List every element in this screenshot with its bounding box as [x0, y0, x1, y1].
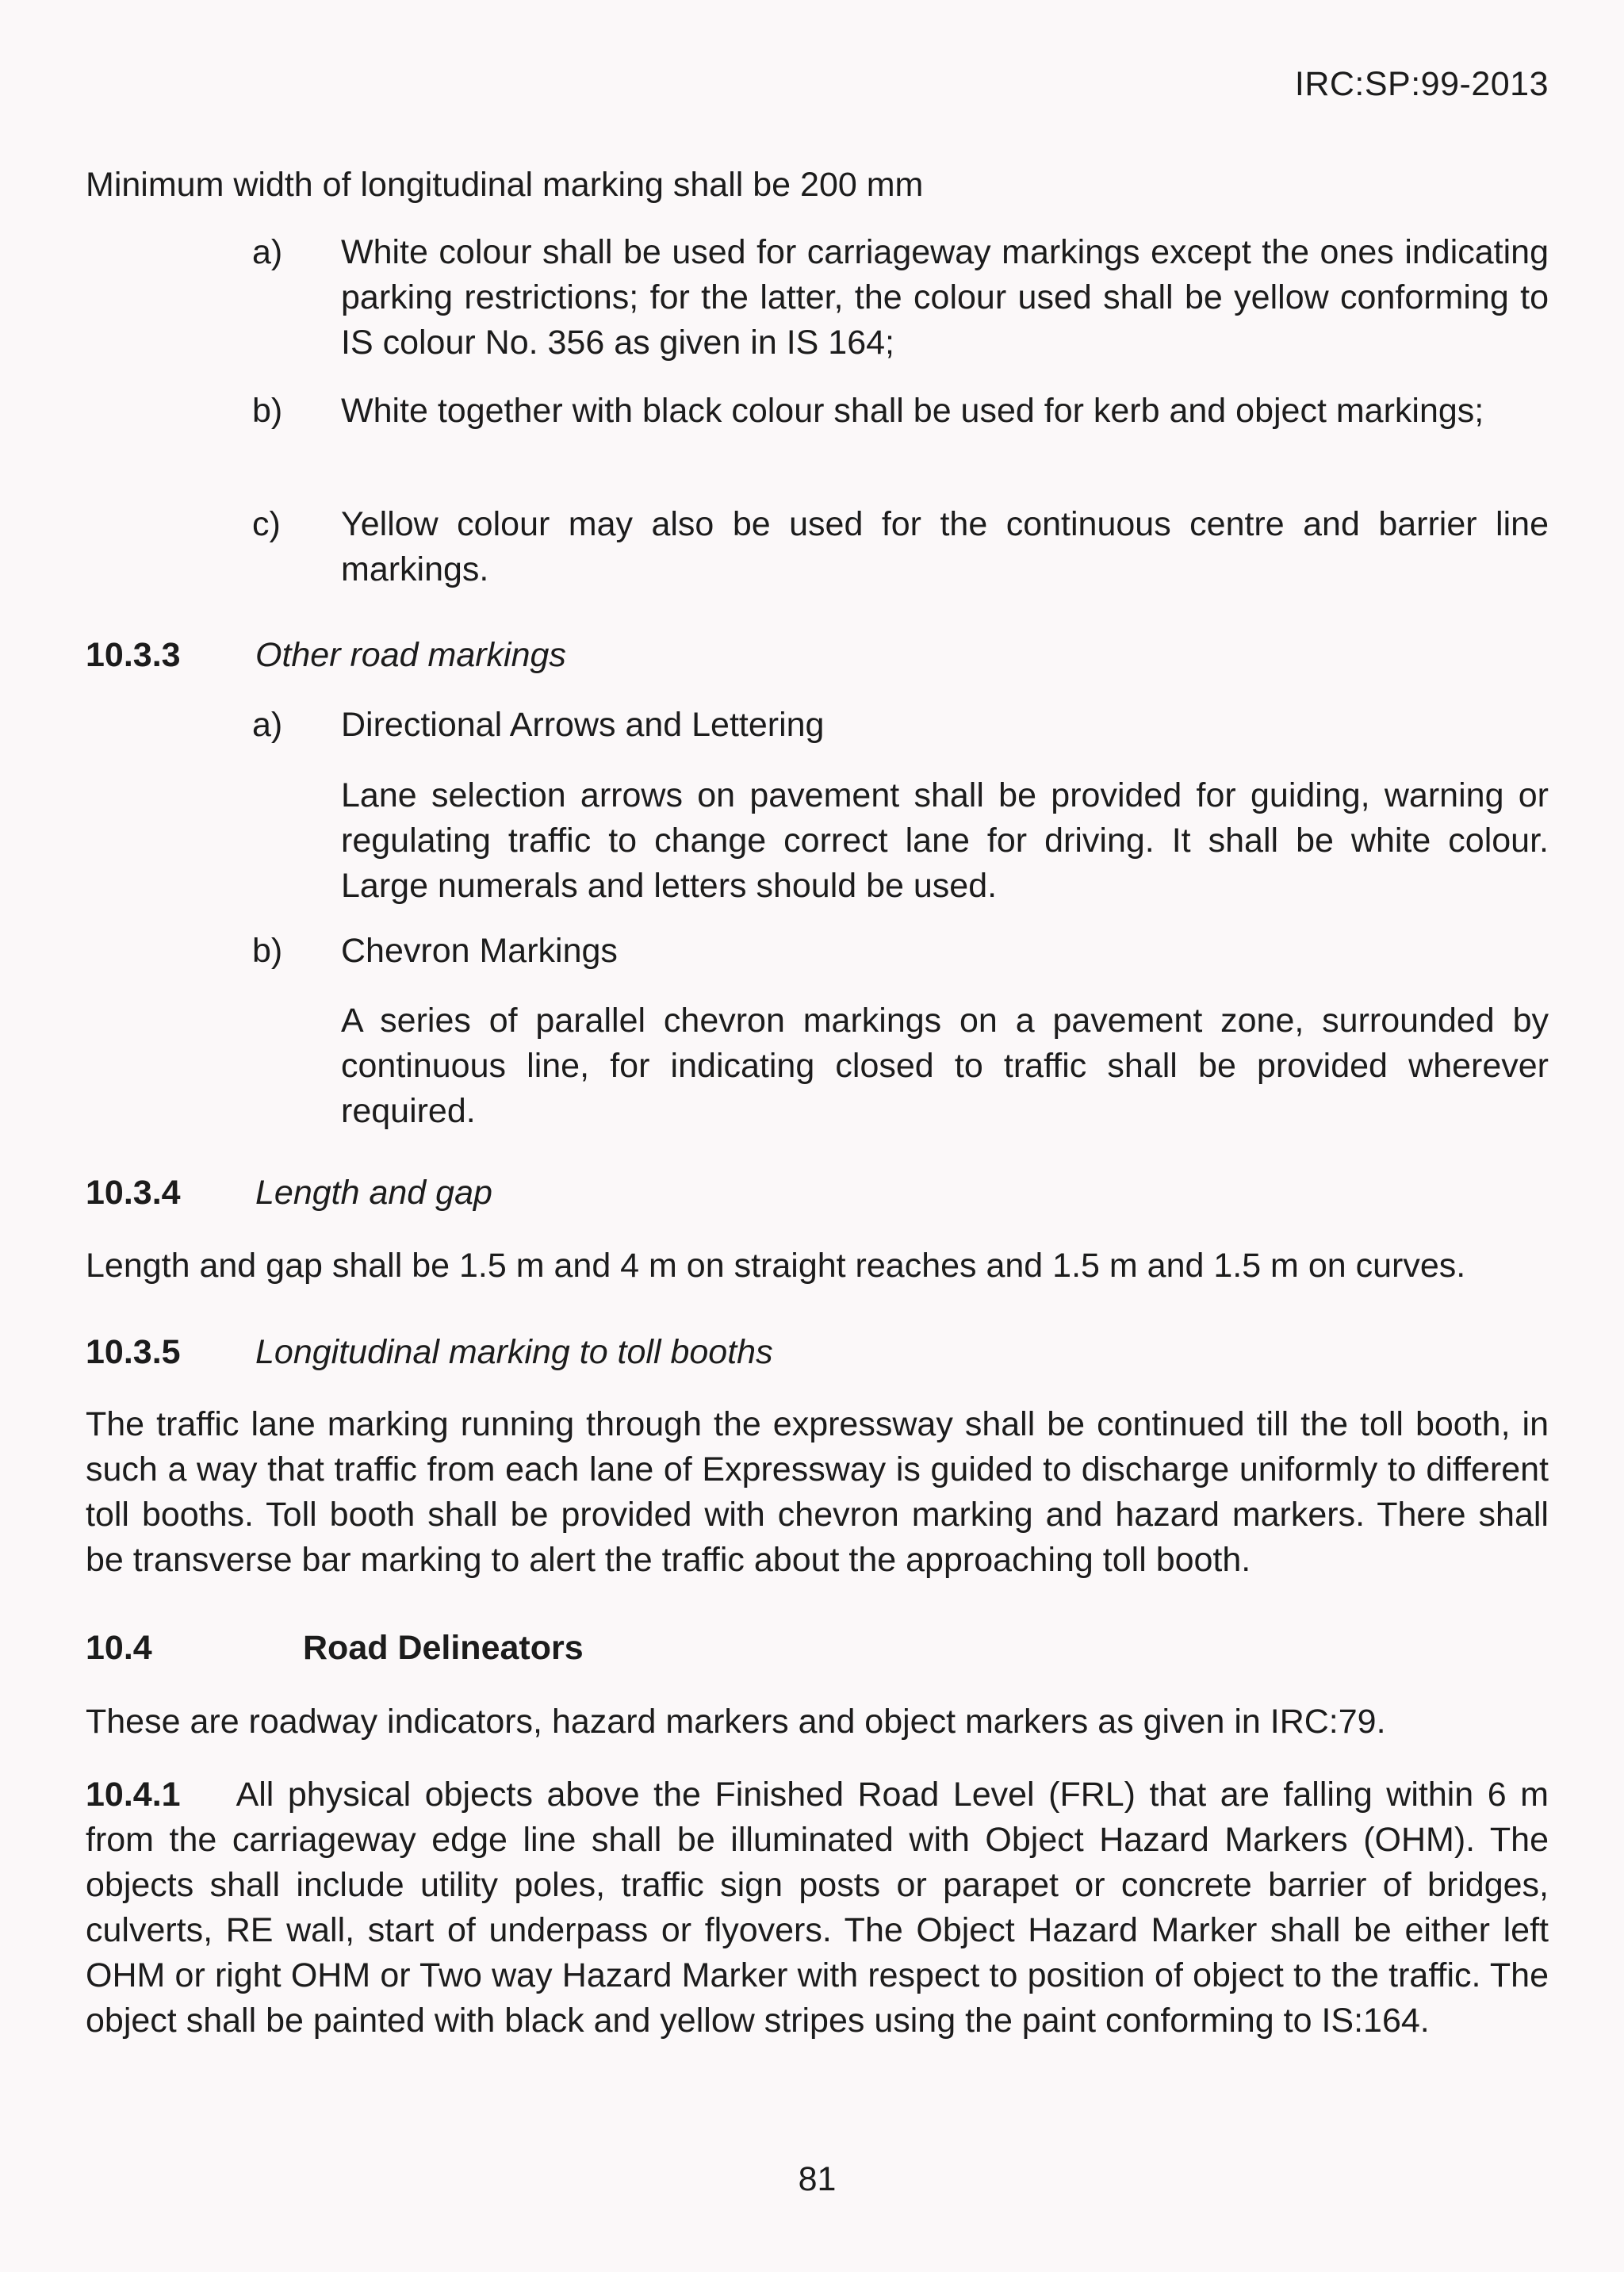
subsection-text: A series of parallel chevron markings on a pavement zone, surrounded by continuous line, for indicating closed to traffic shall be provided wherever required. [341, 1002, 1549, 1130]
page-number: 81 [798, 2160, 837, 2198]
list-item-text: Yellow colour may also be used for the continuous centre and barrier line markings. [341, 505, 1549, 588]
section-text: All physical objects above the Finished Road Level (FRL) that are falling within 6 m from the carriageway edge line shall be illuminated with Object Hazard Markers (OHM). The objects shall include utility poles, traffic sign posts or parapet or concrete barrier of bridges, culverts, RE wall, start of underpass or flyovers. The Object Hazard Marker shall be either left OHM or right OHM or Two way Hazard Marker with respect to position of object to the traffic. The object shall be painted with black and yellow stripes using the paint conforming to IS:164. [86, 1776, 1549, 2040]
subsection-text: Lane selection arrows on pavement shall be provided for guiding, warning or regulating traffic to change correct lane for driving. It shall be white colour. Large numerals and letters should be used. [341, 776, 1549, 905]
subsection-title: Chevron Markings [341, 932, 618, 970]
section-number: 10.4 [86, 1629, 152, 1667]
section-title: Longitudinal marking to toll booths [255, 1333, 773, 1371]
section-text: Length and gap shall be 1.5 m and 4 m on straight reaches and 1.5 m and 1.5 m on curves. [86, 1247, 1466, 1285]
list-item-label: a) [252, 706, 283, 744]
section-text: These are roadway indicators, hazard markers and object markers as given in IRC:79. [86, 1703, 1386, 1741]
list-item-label: c) [252, 505, 281, 543]
document-page [86, 0, 1549, 2272]
section-title: Other road markings [255, 636, 566, 674]
list-item-label: a) [252, 233, 283, 271]
subsection-title: Directional Arrows and Lettering [341, 706, 825, 744]
document-code-header: IRC:SP:99-2013 [1294, 65, 1549, 103]
list-item-text: White colour shall be used for carriageway markings except the ones indicating parking restrictions; for the latter, the colour used shall be yellow conforming to IS colour No. 356 as given in IS 164; [341, 233, 1549, 362]
list-item-label: b) [252, 932, 283, 970]
section-title: Road Delineators [303, 1629, 584, 1667]
intro-paragraph: Minimum width of longitudinal marking shall be 200 mm [86, 166, 924, 204]
section-number: 10.4.1 [86, 1776, 181, 1814]
section-text: The traffic lane marking running through the expressway shall be continued till the toll booth, in such a way that traffic from each lane of Expressway is guided to discharge uniformly to different toll booths. Toll booth shall be provided with chevron marking and hazard markers. There shall be transverse bar marking to alert the traffic about the approaching toll booth. [86, 1405, 1549, 1579]
section-number: 10.3.5 [86, 1333, 181, 1371]
section-10-4-1 [86, 1772, 1549, 2044]
section-number: 10.3.4 [86, 1174, 181, 1212]
list-item-label: b) [252, 392, 283, 430]
section-number: 10.3.3 [86, 636, 181, 674]
list-item-text: White together with black colour shall be used for kerb and object markings; [341, 392, 1484, 430]
section-title: Length and gap [255, 1174, 492, 1212]
